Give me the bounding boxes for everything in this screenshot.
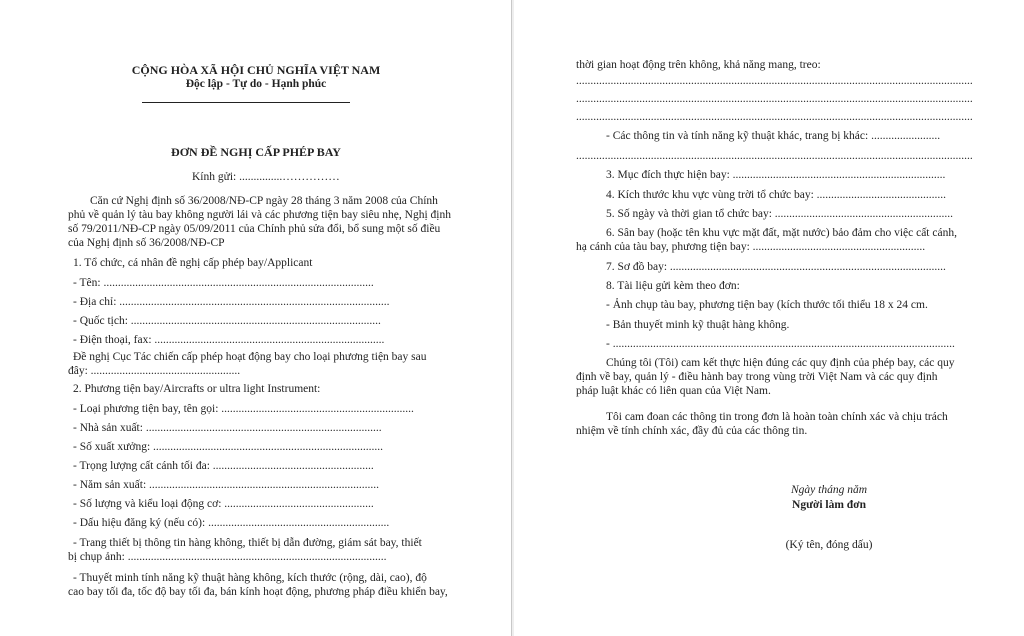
technical-line: cao bay tối đa, tốc độ bay tối đa, bán kính hoạt động, phương pháp điều khiển bay, (68, 586, 448, 598)
purpose-field: 3. Mục đích thực hiện bay: .......................................................................... (606, 169, 946, 181)
commitment-line: định về bay, quản lý - điều hành bay trong vùng trời Việt Nam và các quy định (576, 371, 938, 383)
schedule-field: 5. Số ngày và thời gian tổ chức bay: .............................................................. (606, 208, 954, 220)
attachment-other: - ....................................................................................................................... (606, 338, 955, 350)
commitment-line: Chúng tôi (Tôi) cam kết thực hiện đúng các quy định của phép bay, các quy (606, 357, 955, 369)
airfield-line: 6. Sân bay (hoặc tên khu vực mặt đất, mặt nước) bảo đảm cho việc cất cánh, (606, 227, 957, 239)
dotted-line: .......................................................................................................................................... (576, 93, 973, 105)
attachment-technical: - Bản thuyết minh kỹ thuật hàng không. (606, 319, 790, 331)
serial-number-field: - Số xuất xưởng: ................................................................................ (73, 441, 384, 453)
technical-line: - Thuyết minh tính năng kỹ thuật hàng không, kích thước (rộng, dài, cao), độ (73, 572, 427, 584)
attachment-photo: - Ảnh chụp tàu bay, phương tiện bay (kích thước tối thiểu 18 x 24 cm. (606, 299, 928, 311)
request-line: đây: .................................................... (68, 365, 241, 377)
manufacturer-field: - Nhà sản xuất: .................................................................................. (73, 422, 382, 434)
guarantee-line: nhiệm về tính chính xác, đầy đủ của các thông tin. (576, 425, 808, 437)
date-line: Ngày tháng năm (790, 484, 868, 496)
document-title: ĐƠN ĐỀ NGHỊ CẤP PHÉP BAY (171, 145, 341, 159)
applicant-name-field: - Tên: .............................................................................................. (73, 277, 374, 289)
signature-note: (Ký tên, đóng dấu) (785, 539, 873, 551)
national-header: CỘNG HÒA XÃ HỘI CHỦ NGHĨA VIỆT NAM (131, 63, 381, 77)
equipment-line: bị chụp ảnh: .......................................................................................... (68, 551, 387, 563)
intro-line: Căn cứ Nghị định số 36/2008/NĐ-CP ngày 28 tháng 3 năm 2008 của Chính (90, 195, 438, 207)
section-2-heading: 2. Phương tiện bay/Aircrafts or ultra light Instrument: (73, 383, 321, 395)
flight-diagram-field: 7. Sơ đồ bay: ................................................................................................ (606, 261, 946, 273)
dotted-line: .......................................................................................................................................... (576, 150, 973, 162)
applicant-address-field: - Địa chỉ: .............................................................................................. (73, 296, 390, 308)
airspace-field: 4. Kích thước khu vực vùng trời tổ chức bay: ............................................. (606, 189, 947, 201)
continuation-line: thời gian hoạt động trên không, khả năng mang, treo: (576, 59, 821, 71)
motto: Độc lập - Tự do - Hạnh phúc (185, 78, 327, 90)
intro-line: của Nghị định số 36/2008/NĐ-CP (68, 237, 225, 249)
attachments-heading: 8. Tài liệu gửi kèm theo đơn: (606, 280, 740, 292)
aircraft-type-field: - Loại phương tiện bay, tên gọi: ................................................................... (73, 403, 414, 415)
manufacture-year-field: - Năm sản xuất: ................................................................................ (73, 479, 380, 491)
greeting: Kính gửi: ...............…………… (192, 171, 340, 183)
max-takeoff-weight-field: - Trọng lượng cất cánh tối đa: ........................................................ (73, 460, 374, 472)
dotted-line: .......................................................................................................................................... (576, 75, 973, 87)
engine-field: - Số lượng và kiểu loại động cơ: .................................................... (73, 498, 374, 510)
guarantee-line: Tôi cam đoan các thông tin trong đơn là hoàn toàn chính xác và chịu trách (606, 411, 948, 423)
other-tech-field: - Các thông tin và tính năng kỹ thuật khác, trang bị khác: ........................ (606, 130, 941, 142)
intro-line: số 79/2011/NĐ-CP ngày 05/09/2011 của Chính phủ sửa đổi, bổ sung một số điều (68, 223, 441, 235)
registration-mark-field: - Dấu hiệu đăng ký (nếu có): ............................................................... (73, 517, 390, 529)
request-line: Đề nghị Cục Tác chiến cấp phép hoạt động bay cho loại phương tiện bay sau (73, 351, 427, 363)
applicant-nationality-field: - Quốc tịch: ....................................................................................... (73, 315, 381, 327)
applicant-phone-field: - Điện thoại, fax: ................................................................................ (73, 334, 385, 346)
signer-title: Người làm đơn (792, 499, 866, 511)
document-page-right (514, 0, 1024, 636)
motto-underline (142, 102, 350, 103)
equipment-line: - Trang thiết bị thông tin hàng không, thiết bị dẫn đường, giám sát bay, thiết (73, 537, 422, 549)
commitment-line: pháp luật khác có liên quan của Việt Nam. (576, 385, 771, 397)
dotted-line: .......................................................................................................................................... (576, 111, 973, 123)
airfield-line: hạ cánh của tàu bay, phương tiện bay: ............................................................ (576, 241, 926, 253)
intro-line: phủ về quản lý tàu bay không người lái và các phương tiện bay siêu nhẹ, Nghị định (68, 209, 451, 221)
section-1-heading: 1. Tổ chức, cá nhân đề nghị cấp phép bay/Applicant (73, 257, 313, 269)
